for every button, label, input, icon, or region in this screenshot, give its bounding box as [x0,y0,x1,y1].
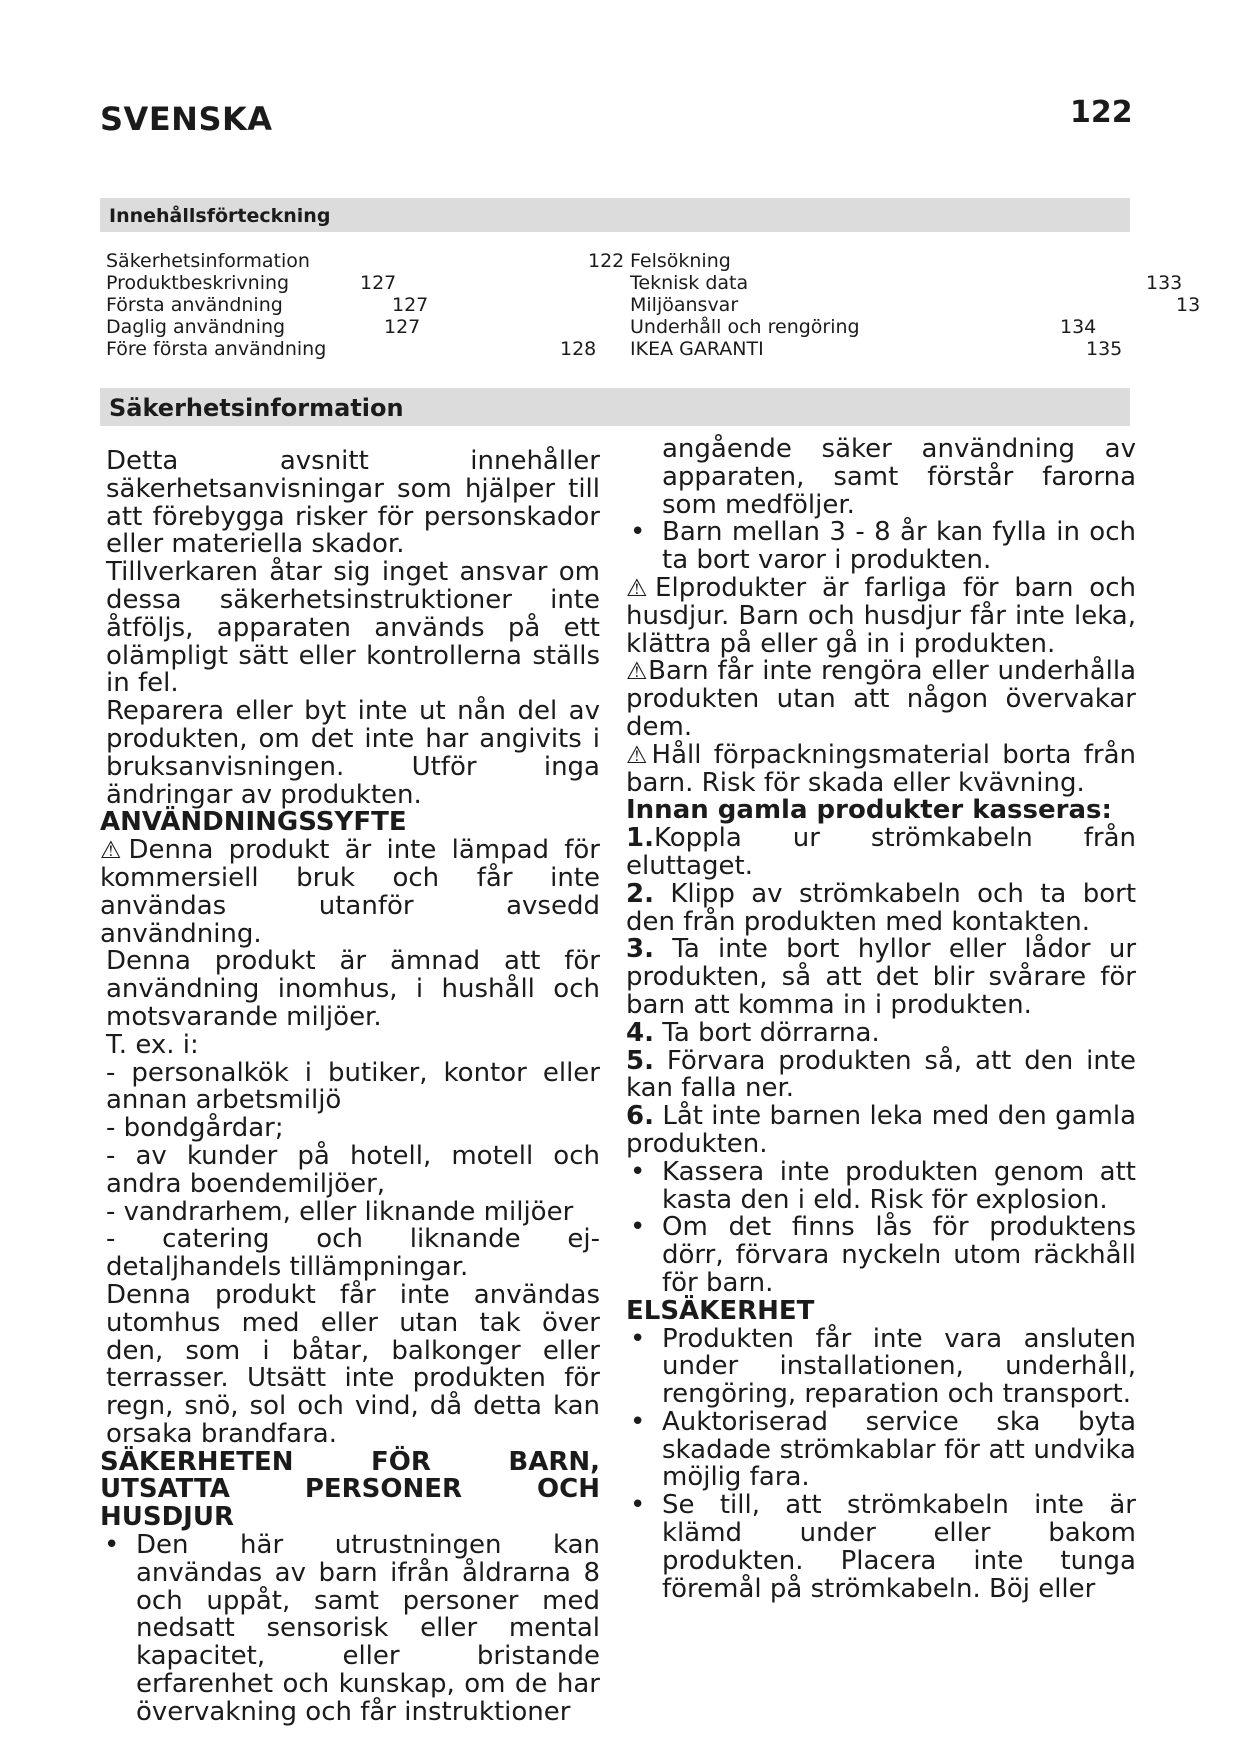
toc-entry-page: 122 [588,250,625,272]
toc-entry[interactable] [106,294,626,316]
page-number: 122 [1070,95,1133,130]
bullet-icon: • [630,1490,646,1521]
bullet-item: • Auktoriserad service ska byta skadade strömkablar för att undvika möjlig fara. [630,1406,1136,1493]
toc-entry-page: 128 [560,338,597,360]
section-title: Säkerhetsinformation [109,394,404,422]
list-item: - av kunder på hotell, motell och andra boendemiljöer, [106,1140,600,1199]
toc-entry-title: IKEA GARANTI [630,338,764,360]
left-column [100,448,600,1727]
toc-entry-title: Miljöansvar [630,294,739,316]
subheading: ANVÄNDNINGSSYFTE [100,807,407,838]
toc-header-bar [100,198,1130,232]
step-number: 1. [626,823,654,854]
warning-icon: ⚠ [626,657,649,686]
bullet-icon: • [630,1406,646,1437]
toc-entry-title: Produktbeskrivning [106,272,290,294]
warning-paragraph: ⚠Denna produkt är inte lämpad för kommersiell bruk och får inte användas utanför avsedd användning. [100,835,600,949]
paragraph: Denna produkt får inte användas utomhus med eller utan tak över den, som i båtar, balkonger eller terrasser. Utsätt inte produkten för regn, snö, sol och vind, då detta kan orsaka brandfara. [106,1279,600,1449]
toc-title: Innehållsförteckning [109,205,331,227]
toc-entry[interactable] [630,294,1201,316]
step-number: 3. [626,934,654,965]
bullet-item: • Den här utrustningen kan användas av barn ifrån åldrarna 8 och uppåt, samt personer med nedsatt sensorisk eller mental kapacitet, eller bristande erfarenhet och kunskap, om de har övervakning och får instruktioner [104,1530,600,1727]
list-item: - personalkök i butiker, kontor eller annan arbetsmiljö [106,1057,600,1116]
toc-entry-title: Före första användning [106,338,327,360]
step-number: 4. [626,1017,654,1048]
toc-entry[interactable] [106,272,626,294]
toc-entry-title: Daglig användning [106,316,286,338]
toc-entry-page: 135 [1086,338,1123,360]
bullet-icon: • [630,517,646,548]
warning-icon: ⚠ [626,573,656,602]
toc-entry[interactable] [630,316,1190,338]
bullet-item: • Se till, att strömkabeln inte är klämd under eller bakom produkten. Placera inte tunga föremål på strömkabeln. Böj eller [630,1490,1136,1604]
paragraph: Reparera eller byt inte ut nån del av produkten, om det inte har angivits i bruksanvisningen. Utför inga ändringar av produkten. [106,696,600,810]
toc-entry-title: Underhåll och rengöring [630,316,860,338]
paragraph: Detta avsnitt innehåller säkerhetsanvisningar som hjälper till att förebygga risker för personskador eller materiella skador. [106,446,600,560]
bullet-item: • Barn mellan 3 - 8 år kan fylla in och ta bort varor i produkten. [630,517,1136,576]
list-item: - bondgårdar; [106,1113,284,1144]
paragraph: T. ex. i: [106,1029,199,1060]
toc-entry[interactable] [630,250,1190,272]
toc-entry[interactable] [630,338,1190,360]
bullet-icon: • [630,1323,646,1354]
bullet-continuation: angående säker användning av apparaten, samt förstår farorna som medföljer. [662,434,1136,520]
bullet-icon: • [104,1530,120,1561]
bullet-item: • Om det finns lås för produktens dörr, förvara nyckeln utom räckhåll för barn. [630,1212,1136,1298]
step-number: 2. [626,878,654,909]
step-item: 2. Klipp av strömkabeln och ta bort den från produkten med kontakten. [626,878,1137,937]
step-item: 6. Låt inte barnen leka med den gamla produkten. [626,1101,1137,1159]
toc-entry-page: 133 [1146,272,1183,294]
subheading: ELSÄKERHET [626,1295,815,1326]
paragraph: Denna produkt är ämnad att för användning inomhus, i hushåll och motsvarande miljöer. [106,946,600,1032]
toc-entry[interactable] [630,272,1190,294]
toc-entry-title: Första användning [106,294,283,316]
step-item: 4. Ta bort dörrarna. [626,1017,880,1048]
toc-entry-page: 127 [384,316,421,338]
step-number: 6. [626,1101,654,1132]
bullet-item: • Kassera inte produkten genom att kasta den i eld. Risk för explosion. [630,1156,1136,1215]
warning-paragraph: ⚠Håll förpackningsmaterial borta från barn. Risk för skada eller kvävning. [626,739,1136,798]
warning-icon: ⚠ [100,836,129,865]
warning-icon: ⚠ [626,740,652,769]
toc-entry-page: 127 [360,272,397,294]
toc-entry-page: 13 [1176,294,1201,316]
step-item: 3. Ta inte bort hyllor eller lådor ur produkten, så att det blir svårare för barn att komma in i produkten. [626,934,1137,1020]
right-column [626,436,1136,1603]
step-item: 1.Koppla ur strömkabeln från eluttaget. [626,823,1136,881]
toc-entry[interactable] [106,250,626,272]
toc-entry-title: Teknisk data [630,272,749,294]
paragraph: Tillverkaren åtar sig inget ansvar om dessa säkerhetsinstruktioner inte åtföljs, apparaten används på ett olämpligt sätt eller kontrollerna ställs in fel. [106,557,600,699]
toc-entry[interactable] [106,316,626,338]
list-item: - vandrarhem, eller liknande miljöer [106,1196,574,1227]
warning-paragraph: ⚠Barn får inte rengöra eller underhålla produkten utan att någon övervakar dem. [626,656,1137,742]
bullet-icon: • [630,1156,646,1187]
bullet-icon: • [630,1212,646,1243]
toc-entry-page: 134 [1060,316,1097,338]
toc-entry[interactable] [106,338,626,360]
subheading: Innan gamla produkter kasseras: [626,795,1112,826]
step-item: 5. Förvara produkten så, att den inte kan falla ner. [626,1045,1137,1104]
language-heading: SVENSKA [100,100,273,138]
section-header-bar [100,388,1130,426]
toc-entry-title: Felsökning [630,250,731,272]
step-number: 5. [626,1045,654,1076]
toc-entry-page: 127 [392,294,429,316]
subheading: SÄKERHETEN FÖR BARN, UTSATTA PERSONER OCH HUSDJUR [100,1446,600,1533]
list-item: - catering och liknande ej-detaljhandels tillämpningar. [106,1224,600,1283]
warning-paragraph: ⚠Elprodukter är farliga för barn och husdjur. Barn och husdjur får inte leka, klättra på eller gå in i produkten. [626,572,1136,659]
toc-entry-title: Säkerhetsinformation [106,250,310,272]
bullet-item: • Produkten får inte vara ansluten under installationen, underhåll, rengöring, reparation och transport. [630,1323,1136,1410]
